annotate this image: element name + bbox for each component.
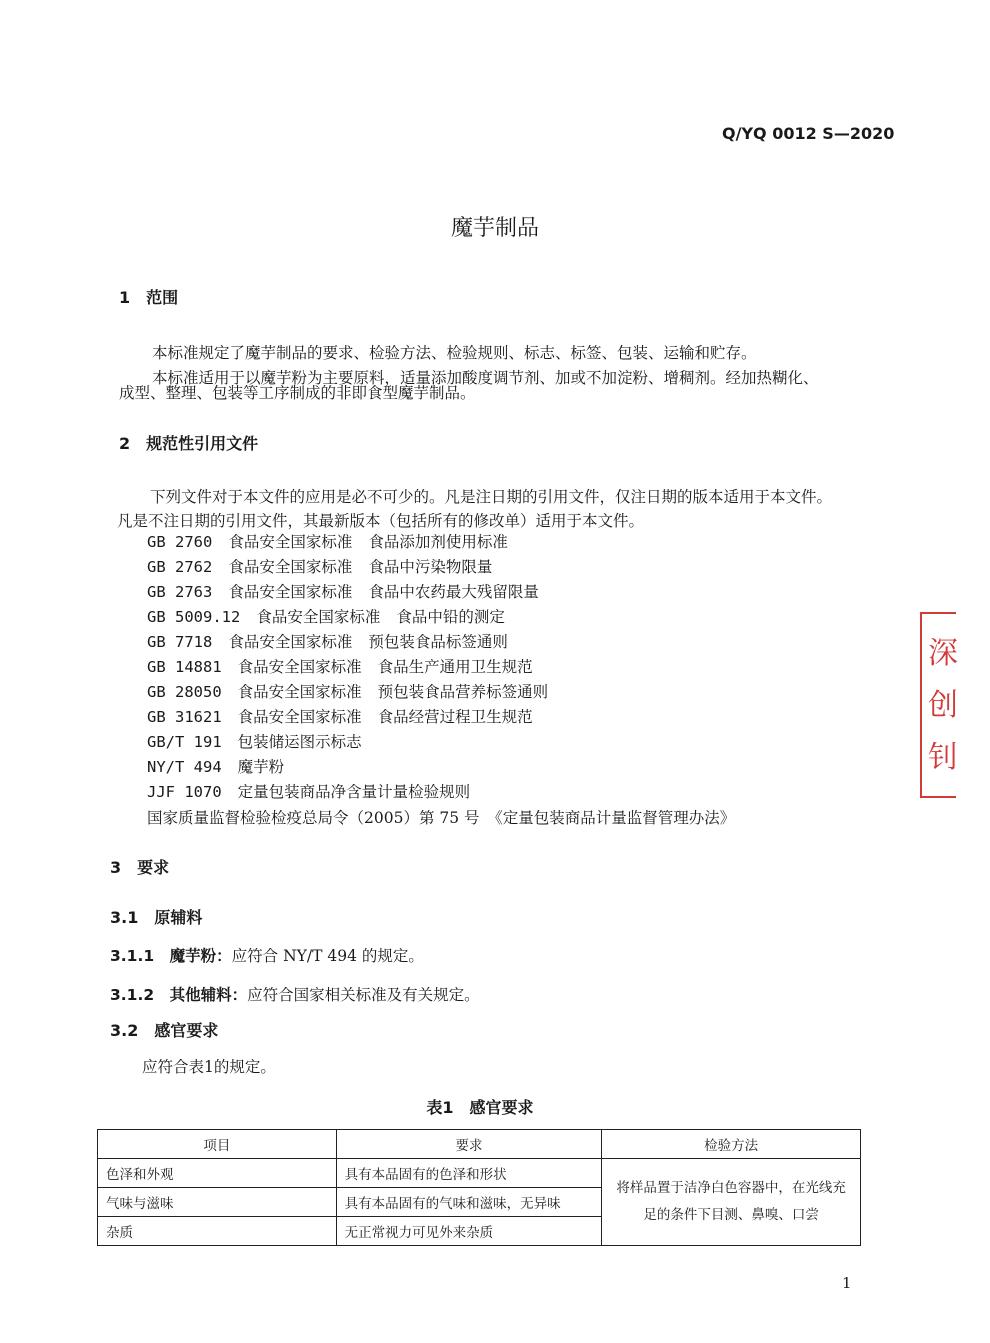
- seal-glyph: 钊: [928, 740, 958, 775]
- reference-id: GB 5009.12: [147, 608, 241, 626]
- section-3-heading: 3 要求: [110, 858, 170, 877]
- reference-title: 食品安全国家标准: [237, 658, 362, 676]
- reference-subtitle: 食品生产通用卫生规范: [377, 658, 533, 676]
- section-3-1-heading: 3.1 原辅料: [110, 908, 203, 927]
- reference-subtitle: 预包装食品营养标签通则: [377, 683, 549, 701]
- reference-subtitle: 预包装食品标签通则: [368, 633, 508, 651]
- reference-id: JJF 1070: [147, 783, 222, 801]
- reference-item: [147, 780, 470, 802]
- reference-item: [147, 730, 362, 752]
- standard-code: Q/YQ 0012 S—2020: [722, 124, 895, 143]
- section-3-2-text: 应符合表1的规定。: [142, 1058, 276, 1076]
- reference-id: GB 2760: [147, 533, 213, 551]
- reference-subtitle: 食品添加剂使用标准: [368, 533, 508, 551]
- seal-stamp: [920, 612, 956, 798]
- section-3-2-heading: 3.2 感官要求: [110, 1021, 219, 1040]
- clause-3-1-1-text: 应符合 NY/T 494 的规定。: [231, 947, 424, 965]
- reference-item: [147, 555, 492, 577]
- reference-id: GB 2763: [147, 583, 213, 601]
- clause-3-1-2: [110, 983, 480, 1005]
- reference-item: [147, 705, 533, 727]
- table-row: [98, 1159, 861, 1188]
- sensory-requirements-table: [97, 1129, 861, 1246]
- table-cell-requirement: 具有本品固有的气味和滋味，无异味: [336, 1188, 602, 1217]
- reference-subtitle: 食品中农药最大残留限量: [368, 583, 539, 601]
- reference-id: GB 2762: [147, 558, 213, 576]
- reference-id: GB/T 191: [147, 733, 222, 751]
- table-cell-item: 气味与滋味: [98, 1188, 337, 1217]
- reference-item: [147, 680, 548, 702]
- reference-item: [147, 580, 539, 602]
- column-header-method: 检验方法: [602, 1130, 861, 1159]
- reference-item: [147, 605, 505, 627]
- reference-title: 食品安全国家标准: [228, 633, 353, 651]
- reference-title: 食品安全国家标准: [228, 533, 353, 551]
- column-header-requirement: 要求: [336, 1130, 602, 1159]
- scope-paragraph-1: 本标准规定了魔芋制品的要求、检验方法、检验规则、标志、标签、包装、运输和贮存。: [152, 344, 757, 362]
- reference-subtitle: 食品中污染物限量: [368, 558, 493, 576]
- clause-3-1-2-label: 3.1.2 其他辅料：: [110, 986, 248, 1004]
- reference-title: 食品安全国家标准: [228, 558, 353, 576]
- reference-title: 定量包装商品净含量计量检验规则: [237, 783, 471, 801]
- scope-paragraph-2-line-1: 本标准适用于以魔芋粉为主要原料，适量添加酸度调节剂、加或不加淀粉、增稠剂。经加热糊化、: [152, 369, 819, 387]
- clause-3-1-1: [110, 944, 424, 966]
- reference-title: 魔芋粉: [237, 758, 285, 776]
- reference-order-line: 国家质量监督检验检疫总局令（2005）第 75 号 《定量包装商品计量监督管理办法》: [147, 809, 736, 827]
- clause-3-1-1-label: 3.1.1 魔芋粉：: [110, 947, 232, 965]
- references-intro-line-1: 下列文件对于本文件的应用是必不可少的。凡是注日期的引用文件，仅注日期的版本适用于本文件。: [150, 488, 833, 506]
- section-2-heading: 2 规范性引用文件: [119, 434, 259, 453]
- reference-title: 食品安全国家标准: [237, 683, 362, 701]
- reference-item: [147, 530, 508, 552]
- reference-subtitle: 食品经营过程卫生规范: [377, 708, 533, 726]
- seal-glyph: 深: [928, 636, 958, 671]
- clause-3-1-2-text: 应符合国家相关标准及有关规定。: [247, 986, 480, 1004]
- table-cell-item: 杂质: [98, 1217, 337, 1246]
- column-header-item: 项目: [98, 1130, 337, 1159]
- reference-id: NY/T 494: [147, 758, 222, 776]
- reference-title: 包装储运图示标志: [237, 733, 362, 751]
- table-cell-requirement: 具有本品固有的色泽和形状: [336, 1159, 602, 1188]
- reference-title: 食品安全国家标准: [237, 708, 362, 726]
- reference-item: [147, 655, 533, 677]
- table-header-row: [98, 1130, 861, 1159]
- seal-glyph: 创: [928, 688, 958, 723]
- table-1-caption: 表1 感官要求: [426, 1098, 534, 1117]
- reference-id: GB 14881: [147, 658, 222, 676]
- table-cell-method: 将样品置于洁净白色容器中，在光线充足的条件下目测、鼻嗅、口尝: [602, 1159, 861, 1246]
- reference-id: GB 31621: [147, 708, 222, 726]
- reference-id: GB 28050: [147, 683, 222, 701]
- page-number: 1: [842, 1274, 852, 1292]
- references-intro-line-2: 凡是不注日期的引用文件，其最新版本（包括所有的修改单）适用于本文件。: [117, 512, 645, 530]
- section-1-heading: 1 范围: [119, 288, 179, 307]
- table-cell-item: 色泽和外观: [98, 1159, 337, 1188]
- reference-subtitle: 食品中铅的测定: [396, 608, 505, 626]
- doc-title: 魔芋制品: [450, 216, 539, 241]
- reference-item: [147, 630, 508, 652]
- reference-title: 食品安全国家标准: [228, 583, 353, 601]
- reference-title: 食品安全国家标准: [256, 608, 381, 626]
- table-cell-requirement: 无正常视力可见外来杂质: [336, 1217, 602, 1246]
- reference-item: [147, 755, 284, 777]
- reference-id: GB 7718: [147, 633, 213, 651]
- scope-paragraph-2-line-2: 成型、整理、包装等工序制成的非即食型魔芋制品。: [119, 384, 476, 402]
